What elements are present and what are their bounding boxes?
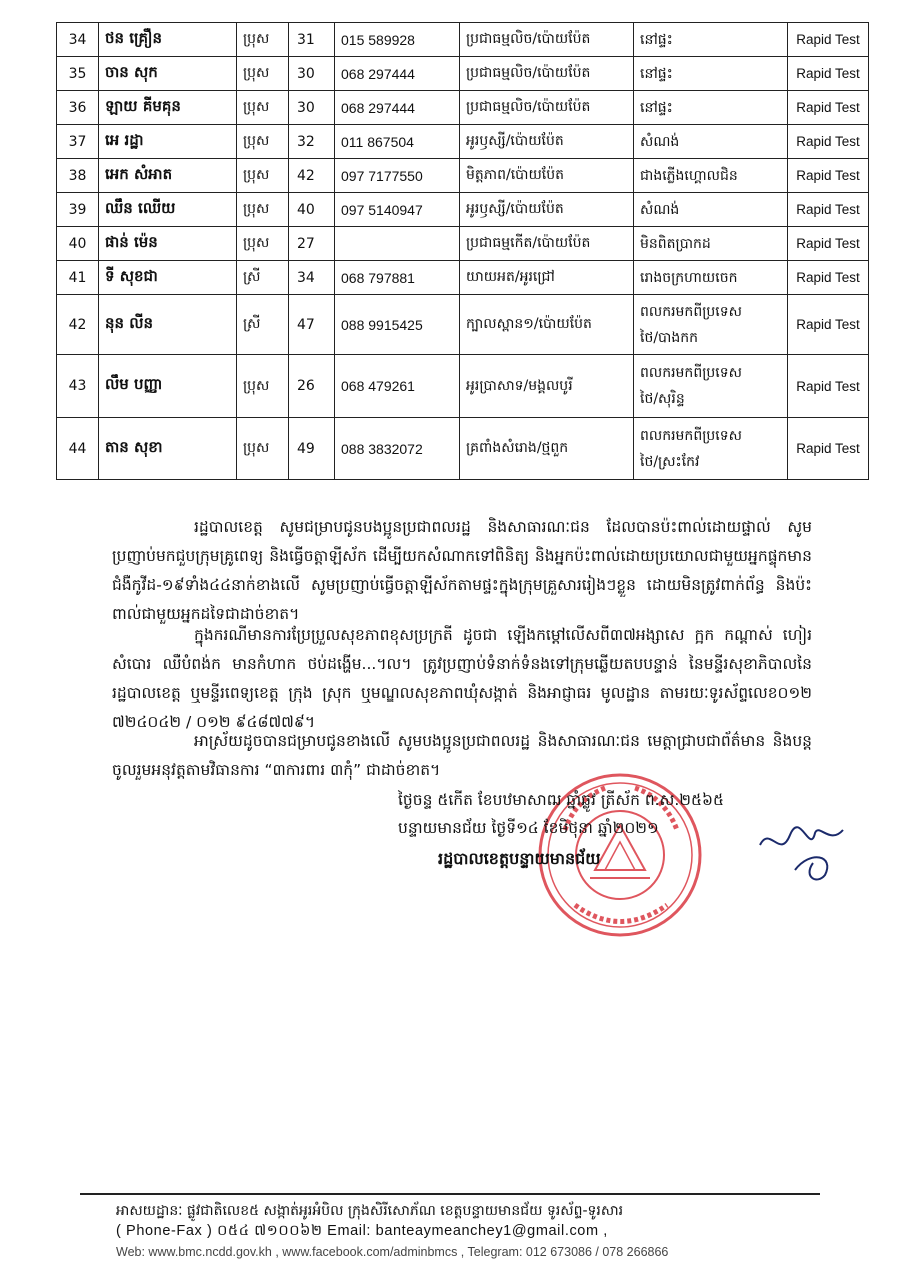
- cell-age: 40: [289, 193, 335, 227]
- cell-age: 26: [289, 355, 335, 418]
- cell-phone: 097 7177550: [335, 159, 460, 193]
- cell-test-type: Rapid Test: [788, 91, 869, 125]
- cell-number: 42: [57, 295, 99, 355]
- cell-note-line: នៅផ្ទះ: [640, 31, 673, 48]
- date-lunar: ថ្ងៃចន្ទ ៥កើត ខែបឋមាសាឍ ឆ្នាំឆ្លូវ ត្រីស័ក ព.ស.២៥៦៥: [398, 791, 724, 809]
- paragraph-symptoms: [112, 621, 812, 737]
- cell-number: 35: [57, 57, 99, 91]
- cell-phone: 088 9915425: [335, 295, 460, 355]
- cell-name: ឈឹន ឈើយ: [99, 193, 237, 227]
- cell-number: 37: [57, 125, 99, 159]
- cell-note-line: រោងចក្រហាយចេក: [640, 269, 738, 286]
- cell-name: អេ រដ្ឋា: [99, 125, 237, 159]
- cell-address: ប្រជាធម្មលិច/ប៉ោយប៉ែត: [460, 57, 634, 91]
- cell-phone: 097 5140947: [335, 193, 460, 227]
- cell-age: 27: [289, 227, 335, 261]
- cell-note-line: ពលករមកពីប្រទេស: [640, 303, 742, 320]
- cell-note-line: សំណង់: [640, 201, 680, 218]
- table-row: [57, 355, 869, 418]
- cell-address: ប្រជាធម្មលិច/ប៉ោយប៉ែត: [460, 91, 634, 125]
- cell-note: [634, 295, 788, 355]
- cell-phone: 068 797881: [335, 261, 460, 295]
- cell-age: 30: [289, 91, 335, 125]
- cell-number: 44: [57, 418, 99, 480]
- cell-number: 39: [57, 193, 99, 227]
- cell-number: 36: [57, 91, 99, 125]
- table-row: [57, 261, 869, 295]
- cell-note: [634, 57, 788, 91]
- cell-address: អូរប្រាសាទ/មង្គលបូរី: [460, 355, 634, 418]
- cell-address: យាយអត/អូរជ្រៅ: [460, 261, 634, 295]
- cell-age: 31: [289, 23, 335, 57]
- cell-name: ផាន់ ម៉េន: [99, 227, 237, 261]
- cell-note: [634, 261, 788, 295]
- cell-test-type: Rapid Test: [788, 418, 869, 480]
- cell-sex: ប្រុស: [237, 418, 289, 480]
- cell-age: 49: [289, 418, 335, 480]
- case-table: [56, 22, 869, 480]
- cell-test-type: Rapid Test: [788, 23, 869, 57]
- table-row: [57, 159, 869, 193]
- cell-note: [634, 418, 788, 480]
- cell-note: [634, 91, 788, 125]
- case-table-body: [57, 23, 869, 480]
- cell-note-line: ថៃ/សុរិន្ទ: [640, 391, 685, 407]
- cell-test-type: Rapid Test: [788, 125, 869, 159]
- cell-note-line: មិនពិតប្រាកដ: [640, 235, 711, 252]
- cell-sex: ប្រុស: [237, 125, 289, 159]
- table-row: [57, 193, 869, 227]
- cell-test-type: Rapid Test: [788, 295, 869, 355]
- cell-address: ប្រជាធម្មលិច/ប៉ោយប៉ែត: [460, 23, 634, 57]
- cell-sex: ស្រី: [237, 295, 289, 355]
- footer-contact: ( Phone-Fax ) ០៥៤ ៧១០០៦២ Email: banteaymeanchey1@gmail.com ,: [116, 1223, 608, 1239]
- cell-sex: ប្រុស: [237, 159, 289, 193]
- table-row: [57, 91, 869, 125]
- table-row: [57, 418, 869, 480]
- cell-note: [634, 159, 788, 193]
- cell-address: គ្រពាំងសំរោង/ថ្មពួក: [460, 418, 634, 480]
- cell-sex: ប្រុស: [237, 355, 289, 418]
- cell-name: នុន លីន: [99, 295, 237, 355]
- cell-name: ទី សុខជា: [99, 261, 237, 295]
- cell-note: [634, 23, 788, 57]
- cell-note-line: នៅផ្ទះ: [640, 99, 673, 116]
- cell-age: 32: [289, 125, 335, 159]
- cell-test-type: Rapid Test: [788, 57, 869, 91]
- cell-phone: [335, 227, 460, 261]
- cell-number: 38: [57, 159, 99, 193]
- cell-sex: ប្រុស: [237, 227, 289, 261]
- cell-phone: 068 297444: [335, 57, 460, 91]
- cell-address: មិត្តភាព/ប៉ោយប៉ែត: [460, 159, 634, 193]
- cell-sex: ស្រី: [237, 261, 289, 295]
- cell-note-line: ពលករមកពីប្រទេស: [640, 427, 742, 444]
- footer-address: អាសយដ្ឋានៈ ផ្លូវជាតិលេខ៥ សង្កាត់អូរអំបិល ក្រុងសិរីសោភ័ណ ខេត្តបន្ទាយមានជ័យ ទូរស័ព្ទ-ទូរសារ: [116, 1203, 624, 1219]
- cell-sex: ប្រុស: [237, 57, 289, 91]
- cell-note-line: នៅផ្ទះ: [640, 65, 673, 82]
- cell-note-line: ជាងភ្លើងហ្គោលជិន: [640, 167, 738, 184]
- table-row: [57, 125, 869, 159]
- cell-phone: 015 589928: [335, 23, 460, 57]
- cell-age: 34: [289, 261, 335, 295]
- cell-age: 30: [289, 57, 335, 91]
- footer-divider: [80, 1193, 820, 1195]
- date-solar: បន្ទាយមានជ័យ ថ្ងៃទី១៤ ខែមិថុនា ឆ្នាំ២០២១: [398, 819, 659, 837]
- paragraph-symptoms-text: ក្នុងករណីមានការប្រែប្រួលសុខភាពខុសប្រក្រតី ដូចជា ឡើងកម្ដៅលើសពី៣៧អង្សាសេ ក្អក កណ្ដាស់ ហៀរសំបោរ ឈឺបំពង់ក មានកំហាក ថប់ដង្ហើម...។ល។ ត្រូវប្រញាប់ទំនាក់ទំនងទៅក្រុមឆ្លើយតបបន្ទាន់ នៃមន្ទីរសុខាភិបាលនៃរដ្ឋបាលខេត្ត ឬមន្ទីរពេទ្យខេត្ត ក្រុង ស្រុក ឬមណ្ឌលសុខភាពឃុំសង្កាត់ និងអាជ្ញាធរ មូលដ្ឋាន តាមរយៈទូរស័ព្ទលេខ០១២ ៧២៤០៤២ / ០១២ ៩៤៨៧៧៩។: [112, 626, 812, 731]
- cell-address: ក្បាលស្ពាន១/ប៉ោយប៉ែត: [460, 295, 634, 355]
- signature-mark: [755, 815, 850, 885]
- paragraph-notice: [112, 513, 812, 629]
- cell-name: ថន គ្រឿន: [99, 23, 237, 57]
- cell-number: 41: [57, 261, 99, 295]
- cell-note-line: ថៃ/បាងកក: [640, 329, 699, 346]
- cell-note-line: ថៃ/ស្រះកែវ: [640, 453, 700, 470]
- footer-web: Web: www.bmc.ncdd.gov.kh , www.facebook.com/adminbmcs , Telegram: 012 673086 / 078 266866: [116, 1245, 669, 1259]
- cell-number: 34: [57, 23, 99, 57]
- cell-phone: 088 3832072: [335, 418, 460, 480]
- table-row: [57, 57, 869, 91]
- cell-phone: 011 867504: [335, 125, 460, 159]
- cell-phone: 068 479261: [335, 355, 460, 418]
- cell-age: 47: [289, 295, 335, 355]
- cell-note: [634, 193, 788, 227]
- signatory-title: រដ្ឋបាលខេត្តបន្ទាយមានជ័យ: [438, 849, 601, 868]
- cell-note: [634, 355, 788, 418]
- cell-address: អូរឫស្សី/ប៉ោយប៉ែត: [460, 193, 634, 227]
- cell-note: [634, 125, 788, 159]
- cell-test-type: Rapid Test: [788, 355, 869, 418]
- cell-address: ប្រជាធម្មកើត/ប៉ោយប៉ែត: [460, 227, 634, 261]
- cell-name: ចាន សុក: [99, 57, 237, 91]
- paragraph-closing: [112, 727, 812, 785]
- table-row: [57, 295, 869, 355]
- cell-sex: ប្រុស: [237, 23, 289, 57]
- cell-phone: 068 297444: [335, 91, 460, 125]
- cell-name: តាន សុខា: [99, 418, 237, 480]
- cell-age: 42: [289, 159, 335, 193]
- cell-address: អូរឫស្សី/ប៉ោយប៉ែត: [460, 125, 634, 159]
- cell-name: អេក សំអាត: [99, 159, 237, 193]
- cell-test-type: Rapid Test: [788, 227, 869, 261]
- cell-sex: ប្រុស: [237, 193, 289, 227]
- table-row: [57, 23, 869, 57]
- cell-test-type: Rapid Test: [788, 193, 869, 227]
- paragraph-notice-text: រដ្ឋបាលខេត្ត សូមជម្រាបជូនបងប្អូនប្រជាពលរដ្ឋ និងសាធារណៈជន ដែលបានប៉ះពាល់ដោយផ្ទាល់ សូមប្រញាប់មកជួបក្រុមគ្រូពេទ្យ និងធ្វើចត្តាឡីស័ក ដើម្បីយកសំណាកទៅពិនិត្យ និងអ្នកប៉ះពាល់ដោយប្រយោលជាមួយអ្នកផ្ទុកមានជំងឺកូវីដ-១៩ទាំង៤៤នាក់ខាងលើ សូមប្រញាប់ធ្វើចត្តាឡីស័កតាមផ្ទះក្នុងក្រុមគ្រួសាររៀងៗខ្លួន ដោយមិនត្រូវពាក់ព័ន្ធ និងប៉ះពាល់ជាមួយអ្នកដទៃជាដាច់ខាត។: [112, 518, 812, 623]
- cell-test-type: Rapid Test: [788, 261, 869, 295]
- cell-number: 40: [57, 227, 99, 261]
- table-row: [57, 227, 869, 261]
- paragraph-closing-text: អាស្រ័យដូចបានជម្រាបជូនខាងលើ សូមបងប្អូនប្រជាពលរដ្ឋ និងសាធារណៈជន មេត្តាជ្រាបជាព័ត៌មាន និងបន្តចូលរួមអនុវត្តតាមវិធានការ “៣ការពារ ៣កុំ” ជាដាច់ខាត។: [112, 732, 812, 779]
- cell-name: ឡាយ គីមគុន: [99, 91, 237, 125]
- cell-note: [634, 227, 788, 261]
- cell-name: លឹម បញ្ញា: [99, 355, 237, 418]
- cell-note-line: ពលករមកពីប្រទេស: [640, 365, 742, 381]
- cell-sex: ប្រុស: [237, 91, 289, 125]
- cell-note-line: សំណង់: [640, 133, 680, 150]
- cell-number: 43: [57, 355, 99, 418]
- cell-test-type: Rapid Test: [788, 159, 869, 193]
